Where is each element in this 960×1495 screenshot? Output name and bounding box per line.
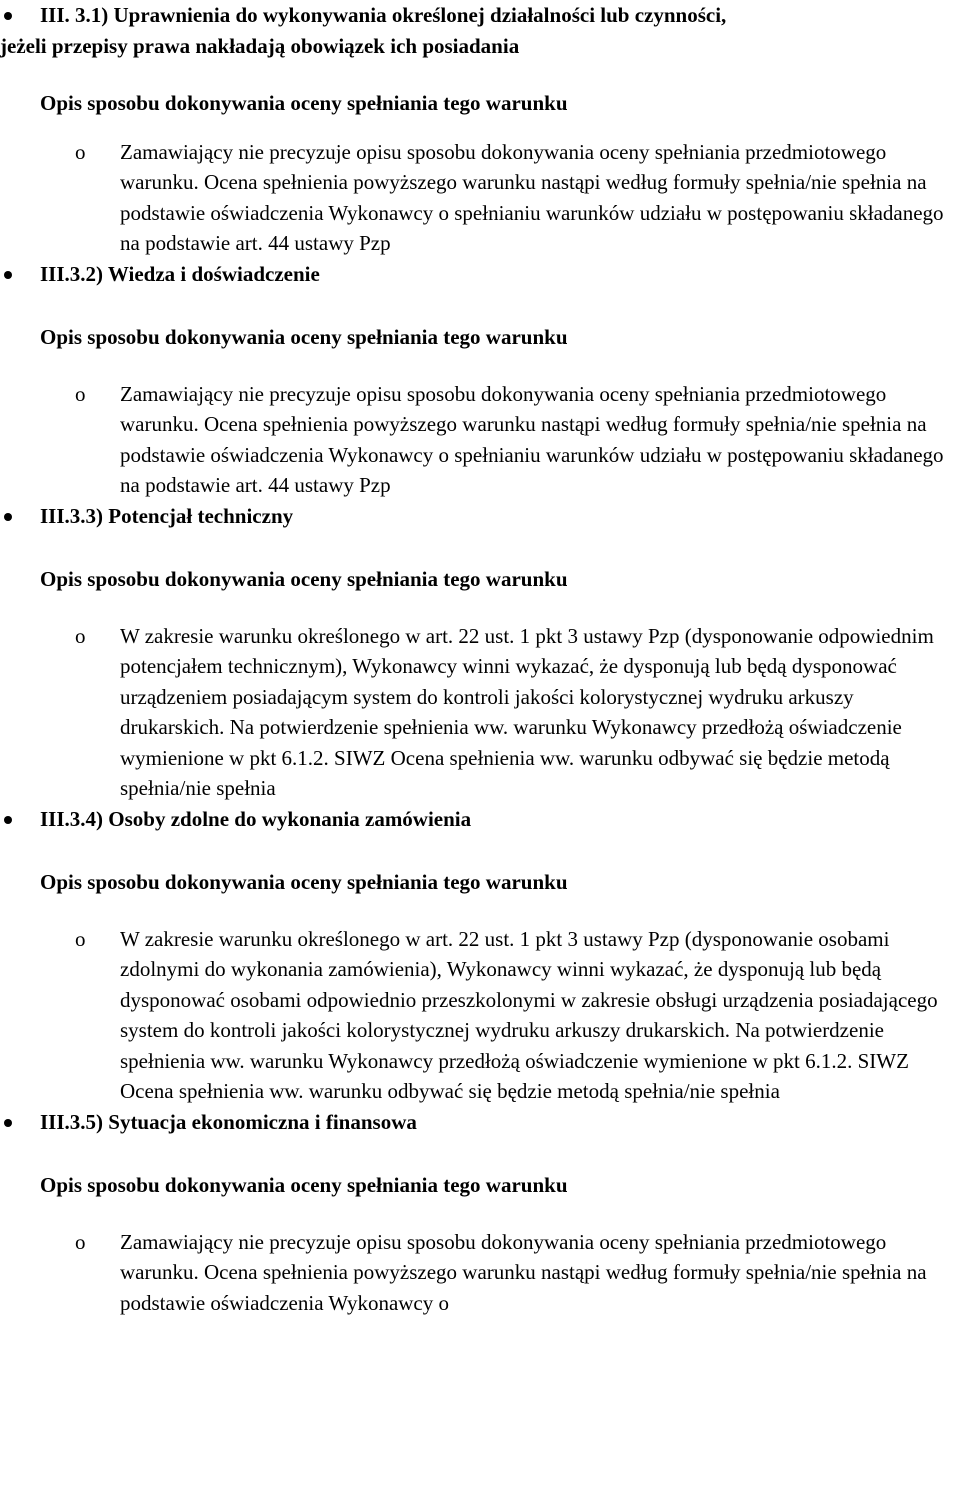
list-item	[0, 924, 960, 1107]
circle-marker-icon: o	[75, 926, 86, 951]
heading-line-1: III.3.5) Sytuacja ekonomiczna i finansowa	[40, 1109, 417, 1134]
section-heading	[0, 1107, 960, 1138]
opis-heading: Opis sposobu dokonywania oceny spełniania tego warunku	[40, 91, 568, 115]
list-item	[0, 379, 960, 501]
section-heading	[0, 501, 960, 532]
circle-marker-icon: o	[75, 1229, 86, 1254]
heading-line-1: III. 3.1) Uprawnienia do wykonywania określonej działalności lub czynności,	[40, 3, 727, 27]
heading-line-1: III.3.2) Wiedza i doświadczenie	[40, 261, 320, 286]
circle-marker-icon: o	[75, 139, 86, 164]
bullet-icon	[4, 816, 12, 824]
circle-marker-icon: o	[75, 381, 86, 406]
opis-heading: Opis sposobu dokonywania oceny spełniania tego warunku	[40, 325, 568, 349]
section-3-2	[0, 259, 960, 501]
section-3-1	[0, 0, 960, 259]
section-heading	[0, 804, 960, 835]
section-heading	[0, 0, 960, 61]
heading-line-1: III.3.4) Osoby zdolne do wykonania zamówienia	[40, 806, 472, 831]
opis-heading: Opis sposobu dokonywania oceny spełniania tego warunku	[40, 1173, 568, 1197]
item-text: W zakresie warunku określonego w art. 22 ust. 1 pkt 3 ustawy Pzp (dysponowanie osobami zdolnymi do wykonania zamówienia), Wykonawcy winni wykazać, że dysponują lub będą dysponować osobami odpowiednio przeszkolonymi w zakresie obsługi urządzenia posiadającego system do kontroli jakości kolorystycznej wydruku arkuszy drukarskich. Na potwierdzenie spełnienia ww. warunku Wykonawcy przedłożą oświadczenie wymienione w pkt 6.1.2. SIWZ Ocena spełnienia ww. warunku odbywać się będzie metodą spełnia/nie spełnia	[120, 926, 938, 1103]
heading-line-2: jeżeli przepisy prawa nakładają obowiązek ich posiadania	[0, 33, 520, 58]
item-text: W zakresie warunku określonego w art. 22 ust. 1 pkt 3 ustawy Pzp (dysponowanie odpowiednim potencjałem technicznym), Wykonawcy winni wykazać, że dysponują lub będą dysponować urządzeniem posiadającym system do kontroli jakości kolorystycznej wydruku arkuszy drukarskich. Na potwierdzenie spełnienia ww. warunku Wykonawcy przedłożą oświadczenie wymienione w pkt 6.1.2. SIWZ Ocena spełnienia ww. warunku odbywać się będzie metodą spełnia/nie spełnia	[120, 623, 934, 800]
bullet-icon	[4, 1119, 12, 1127]
list-item	[0, 621, 960, 804]
item-text: Zamawiający nie precyzuje opisu sposobu dokonywania oceny spełniania przedmiotowego warunku. Ocena spełnienia powyższego warunku nastąpi według formuły spełnia/nie spełnia na podstawie oświadczenia Wykonawcy o spełnianiu warunków udziału w postępowaniu składanego na podstawie art. 44 ustawy Pzp	[120, 139, 944, 255]
item-text: Zamawiający nie precyzuje opisu sposobu dokonywania oceny spełniania przedmiotowego warunku. Ocena spełnienia powyższego warunku nastąpi według formuły spełnia/nie spełnia na podstawie oświadczenia Wykonawcy o	[120, 1229, 927, 1315]
section-3-3	[0, 501, 960, 804]
item-text: Zamawiający nie precyzuje opisu sposobu dokonywania oceny spełniania przedmiotowego warunku. Ocena spełnienia powyższego warunku nastąpi według formuły spełnia/nie spełnia na podstawie oświadczenia Wykonawcy o spełnianiu warunków udziału w postępowaniu składanego na podstawie art. 44 ustawy Pzp	[120, 381, 944, 497]
list-item	[0, 137, 960, 259]
opis-heading: Opis sposobu dokonywania oceny spełniania tego warunku	[40, 567, 568, 591]
list-item	[0, 1227, 960, 1319]
bullet-icon	[4, 271, 12, 279]
bullet-icon	[4, 513, 12, 521]
bullet-icon	[4, 12, 12, 20]
opis-heading: Opis sposobu dokonywania oceny spełniania tego warunku	[40, 870, 568, 894]
heading-line-1: III.3.3) Potencjał techniczny	[40, 503, 294, 528]
section-heading	[0, 259, 960, 290]
section-3-5	[0, 1107, 960, 1319]
circle-marker-icon: o	[75, 623, 86, 648]
section-3-4	[0, 804, 960, 1107]
